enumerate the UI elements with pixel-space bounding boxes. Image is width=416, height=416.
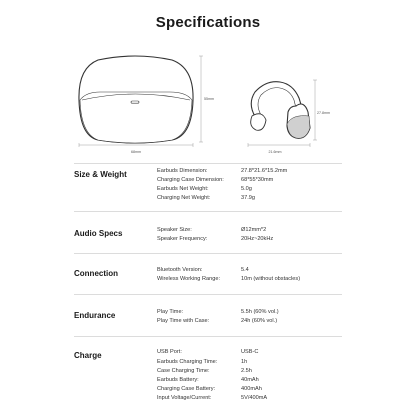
spec-label: Charging Case Battery: [157,386,216,392]
spec-label: USB Port: [157,349,182,355]
page-title: Specifications [155,14,261,31]
spec-label: Wireless Working Range: [157,276,221,282]
spec-value: 1h [241,359,248,365]
charging-case-illustration [79,56,193,143]
spec-value: 27.8*21.6*15.2mm [241,168,288,174]
spec-label: Case Charging Time: [157,368,210,374]
section-title: Connection [74,269,118,278]
spec-label: Input Voltage/Current: [157,395,212,401]
section-divider [74,211,342,212]
section-title: Size & Weight [74,170,127,179]
earbud-illustration [251,82,310,139]
spec-label: Speaker Frequency: [157,236,208,242]
section-divider [74,294,342,295]
spec-value: 2.5h [241,368,252,374]
spec-label: Charging Net Weight: [157,195,211,201]
case-width-label: 68mm [131,150,141,154]
section-title: Audio Specs [74,229,123,238]
spec-value: 37.9g [241,195,255,201]
earbud-width-label: 21.6mm [268,150,282,154]
spec-label: Bluetooth Version: [157,267,203,273]
spec-value: 10m (without obstacles) [241,276,301,282]
section-title: Endurance [74,311,116,320]
spec-value: 5.4 [241,267,249,273]
spec-value: 5V/400mA [241,395,268,401]
spec-label: Earbuds Net Weight: [157,186,209,192]
spec-value: 5.0g [241,186,252,192]
section-divider [74,163,342,164]
spec-label: Earbuds Charging Time: [157,359,218,365]
spec-label: Play Time: [157,309,184,315]
spec-value: USB-C [241,349,259,355]
spec-value: 400mAh [241,386,262,392]
spec-label: Earbuds Battery: [157,377,199,383]
section-divider [74,336,342,337]
spec-value: 5.5h (60% vol.) [241,309,279,315]
spec-value: 20Hz~20kHz [241,236,274,242]
spec-label: Speaker Size: [157,227,192,233]
spec-label: Charging Case Dimension: [157,177,224,183]
product-dimension-diagram [0,40,416,165]
spec-label: Play Time with Case: [157,318,210,324]
spec-value: 24h (60% vol.) [241,318,278,324]
spec-value: Ø12mm*2 [241,227,267,233]
spec-label: Earbuds Dimension: [157,168,208,174]
earbud-height-label: 27.8mm [317,111,330,115]
section-divider [74,253,342,254]
case-height-label: 55mm [204,97,214,101]
spec-value: 68*55*30mm [241,177,274,183]
section-title: Charge [74,351,102,360]
spec-value: 40mAh [241,377,259,383]
